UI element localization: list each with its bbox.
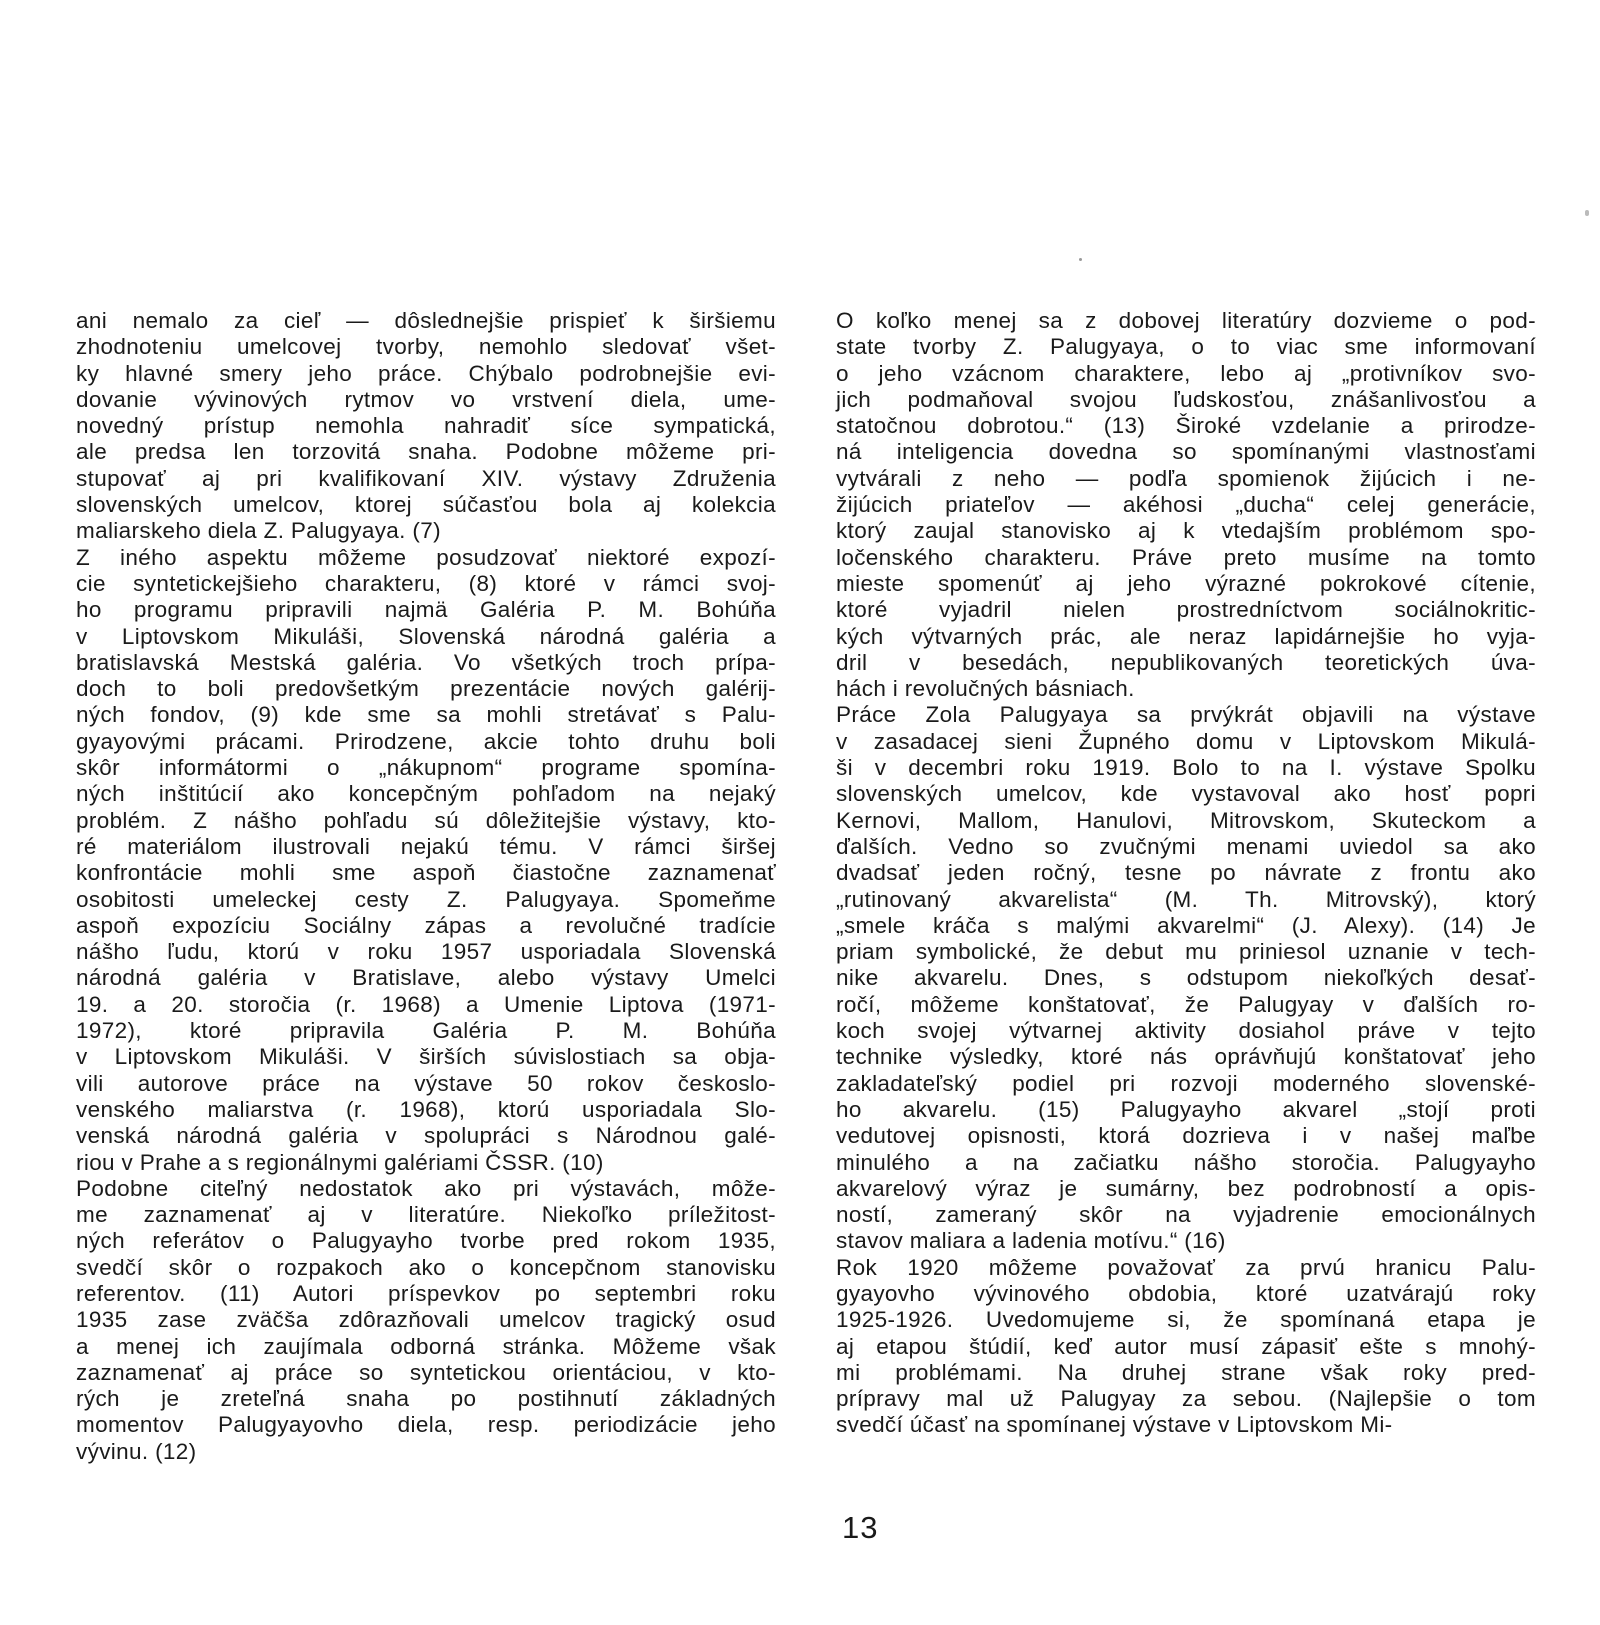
text-line: ných fondov, (9) kde sme sa mohli stretávať s Palu-: [76, 702, 776, 728]
text-line: dvadsať jeden ročný, tesne po návrate z frontu ako: [836, 860, 1536, 886]
text-line: svedčí účasť na spomínanej výstave v Liptovskom Mi-: [836, 1412, 1393, 1438]
text-line: Kernovi, Mallom, Hanulovi, Mitrovskom, Skuteckom a: [836, 807, 1536, 833]
text-line: prípravy mal už Palugyay za sebou. (Najlepšie o tom: [836, 1386, 1536, 1412]
text-line: ky hlavné smery jeho práce. Chýbalo podrobnejšie evi-: [76, 360, 776, 386]
text-line: vývinu. (12): [76, 1438, 197, 1464]
text-line: zakladateľský podiel pri rozvoji moderného slovenské-: [836, 1070, 1536, 1096]
text-line: cie syntetickejšieho charakteru, (8) ktoré v rámci svoj-: [76, 570, 776, 596]
text-line: O koľko menej sa z dobovej literatúry dozvieme o pod-: [836, 308, 1536, 333]
text-line: slovenských umelcov, kde vystavoval ako hosť popri: [836, 781, 1536, 807]
text-line: ných referátov o Palugyayho tvorbe pred rokom 1935,: [76, 1228, 776, 1254]
text-line: mi problémami. Na druhej strane však roky pred-: [836, 1359, 1536, 1385]
text-line: venského maliarstva (r. 1968), ktorú usporiadala Slo-: [76, 1096, 776, 1122]
text-line: Z iného aspektu môžeme posudzovať niektoré expozí-: [76, 544, 776, 570]
text-line: v Liptovskom Mikuláši, Slovenská národná galéria a: [76, 623, 776, 649]
text-line: Práce Zola Palugyaya sa prvýkrát objavili na výstave: [836, 702, 1536, 728]
text-line: slovenských umelcov, ktorej súčasťou bola aj kolekcia: [76, 492, 776, 518]
text-line: ných inštitúcií ako koncepčným pohľadom na nejaký: [76, 781, 776, 807]
scan-speck: [1079, 258, 1082, 261]
text-line: maliarskeho diela Z. Palugyaya. (7): [76, 518, 441, 544]
text-line: 1925-1926. Uvedomujeme si, že spomínaná etapa je: [836, 1307, 1536, 1333]
text-line: dovanie vývinových rytmov vo vrstvení diela, ume-: [76, 386, 776, 412]
text-line: stupovať aj pri kvalifikovaní XIV. výstavy Združenia: [76, 465, 776, 491]
text-line: aj etapou štúdií, keď autor musí zápasiť ešte s mnohý-: [836, 1333, 1536, 1359]
text-line: kých výtvarných prác, ale neraz lapidárnejšie ho vyja-: [836, 623, 1536, 649]
left-text-column: [76, 308, 776, 1465]
text-line: ho akvarelu. (15) Palugyayho akvarel „stojí proti: [836, 1096, 1536, 1122]
text-line: momentov Palugyayovho diela, resp. periodizácie jeho: [76, 1412, 776, 1438]
text-line: statočnou dobrotou.“ (13) Široké vzdelanie a prirodze-: [836, 413, 1536, 439]
text-line: 19. a 20. storočia (r. 1968) a Umenie Liptova (1971-: [76, 991, 776, 1017]
text-line: me zaznamenať aj v literatúre. Niekoľko príležitost-: [76, 1202, 776, 1228]
text-line: rých je zreteľná snaha po postihnutí základných: [76, 1386, 776, 1412]
text-line: 1972), ktoré pripravila Galéria P. M. Bohúňa: [76, 1018, 776, 1044]
text-line: jich podmaňoval svojou ľudskosťou, znášanlivosťou a: [836, 386, 1536, 412]
text-line: gyayovými prácami. Prirodzene, akcie tohto druhu boli: [76, 728, 776, 754]
text-line: konfrontácie mohli sme aspoň čiastočne zaznamenať: [76, 860, 776, 886]
right-text-column: [836, 308, 1536, 1439]
text-line: svedčí skôr o rozpakoch ako o koncepčnom stanovisku: [76, 1254, 776, 1280]
text-line: „smele kráča s malými akvarelmi“ (J. Alexy). (14) Je: [836, 912, 1536, 938]
text-line: vytvárali z neho — podľa spomienok žijúcich i ne-: [836, 465, 1536, 491]
text-line: a menej ich zaujímala odborná stránka. Môžeme však: [76, 1333, 776, 1359]
text-line: nike akvarelu. Dnes, s odstupom niekoľkých desať-: [836, 965, 1536, 991]
text-line: minulého a na začiatku nášho storočia. Palugyayho: [836, 1149, 1536, 1175]
text-line: ročí, môžeme konštatovať, že Palugyay v ďalších ro-: [836, 991, 1536, 1017]
text-line: zhodnoteniu umelcovej tvorby, nemohlo sledovať všet-: [76, 334, 776, 360]
text-line: ktorý zaujal stanovisko aj k vtedajším problémom spo-: [836, 518, 1536, 544]
text-line: doch to boli predovšetkým prezentácie nových galérij-: [76, 676, 776, 702]
text-line: riou v Prahe a s regionálnymi galériami ČSSR. (10): [76, 1149, 604, 1175]
text-line: technike výsledky, ktoré nás oprávňujú konštatovať jeho: [836, 1044, 1536, 1070]
text-line: priam symbolické, že debut mu priniesol uznanie v tech-: [836, 939, 1536, 965]
text-line: nášho ľudu, ktorú v roku 1957 usporiadala Slovenská: [76, 939, 776, 965]
text-line: vedutovej opisnosti, ktorá dozrieva i v našej maľbe: [836, 1123, 1536, 1149]
text-line: v Liptovskom Mikuláši. V širších súvislostiach sa obja-: [76, 1044, 776, 1070]
text-line: ností, zameraný skôr na vyjadrenie emocionálnych: [836, 1202, 1536, 1228]
text-line: ná inteligencia dovedna so spomínanými vlastnosťami: [836, 439, 1536, 465]
page-number: 13: [842, 1510, 879, 1545]
text-line: v zasadacej sieni Župného domu v Liptovskom Mikulá-: [836, 728, 1536, 754]
text-line: osobitosti umeleckej cesty Z. Palugyaya. Spomeňme: [76, 886, 776, 912]
text-line: gyayovho vývinového obdobia, ktoré uzatvárajú roky: [836, 1280, 1536, 1306]
text-line: mieste spomenúť aj jeho výrazné pokrokové cítenie,: [836, 570, 1536, 596]
text-line: problém. Z nášho pohľadu sú dôležitejšie výstavy, kto-: [76, 807, 776, 833]
text-line: ré materiálom ilustrovali nejakú tému. V rámci širšej: [76, 833, 776, 859]
text-line: ši v decembri roku 1919. Bolo to na I. výstave Spolku: [836, 755, 1536, 781]
text-line: skôr informátormi o „nákupnom“ programe spomína-: [76, 755, 776, 781]
text-line: ale predsa len torzovitá snaha. Podobne môžeme pri-: [76, 439, 776, 465]
text-line: stavov maliara a ladenia motívu.“ (16): [836, 1228, 1226, 1254]
text-line: „rutinovaný akvarelista“ (M. Th. Mitrovský), ktorý: [836, 886, 1536, 912]
scan-speck: [1585, 210, 1589, 216]
text-line: koch svojej výtvarnej aktivity dosiahol práve v tejto: [836, 1018, 1536, 1044]
text-line: národná galéria v Bratislave, alebo výstavy Umelci: [76, 965, 776, 991]
text-line: dril v besedách, nepublikovaných teoretických úva-: [836, 649, 1536, 675]
text-line: bratislavská Mestská galéria. Vo všetkých troch prípa-: [76, 649, 776, 675]
text-line: zaznamenať aj práce so syntetickou orientáciou, v kto-: [76, 1359, 776, 1385]
text-line: žijúcich priateľov — akéhosi „ducha“ celej generácie,: [836, 492, 1536, 518]
text-line: vili autorove práce na výstave 50 rokov českoslo-: [76, 1070, 776, 1096]
text-line: Podobne citeľný nedostatok ako pri výstavách, môže-: [76, 1175, 776, 1201]
text-line: ločenského charakteru. Práve preto musíme na tomto: [836, 544, 1536, 570]
text-line: o jeho vzácnom charaktere, lebo aj „protivníkov svo-: [836, 360, 1536, 386]
text-line: ho programu pripravili najmä Galéria P. M. Bohúňa: [76, 597, 776, 623]
text-line: referentov. (11) Autori príspevkov po septembri roku: [76, 1280, 776, 1306]
text-line: akvarelový výraz je sumárny, bez podrobností a opis-: [836, 1175, 1536, 1201]
text-line: novedný prístup nemohla nahradiť síce sympatická,: [76, 413, 776, 439]
text-line: ďalších. Vedno so zvučnými menami uviedol sa ako: [836, 833, 1536, 859]
text-line: state tvorby Z. Palugyaya, o to viac sme informovaní: [836, 334, 1536, 360]
text-line: 1935 zase zväčša zdôrazňovali umelcov tragický osud: [76, 1307, 776, 1333]
text-line: Rok 1920 môžeme považovať za prvú hranicu Palu-: [836, 1254, 1536, 1280]
text-line: aspoň expozíciu Sociálny zápas a revolučné tradície: [76, 912, 776, 938]
text-line: ktoré vyjadril nielen prostredníctvom sociálnokritic-: [836, 597, 1536, 623]
text-line: ani nemalo za cieľ — dôslednejšie prispieť k širšiemu: [76, 308, 776, 333]
text-line: venská národná galéria v spolupráci s Národnou galé-: [76, 1123, 776, 1149]
text-line: hách i revolučných básniach.: [836, 676, 1135, 702]
